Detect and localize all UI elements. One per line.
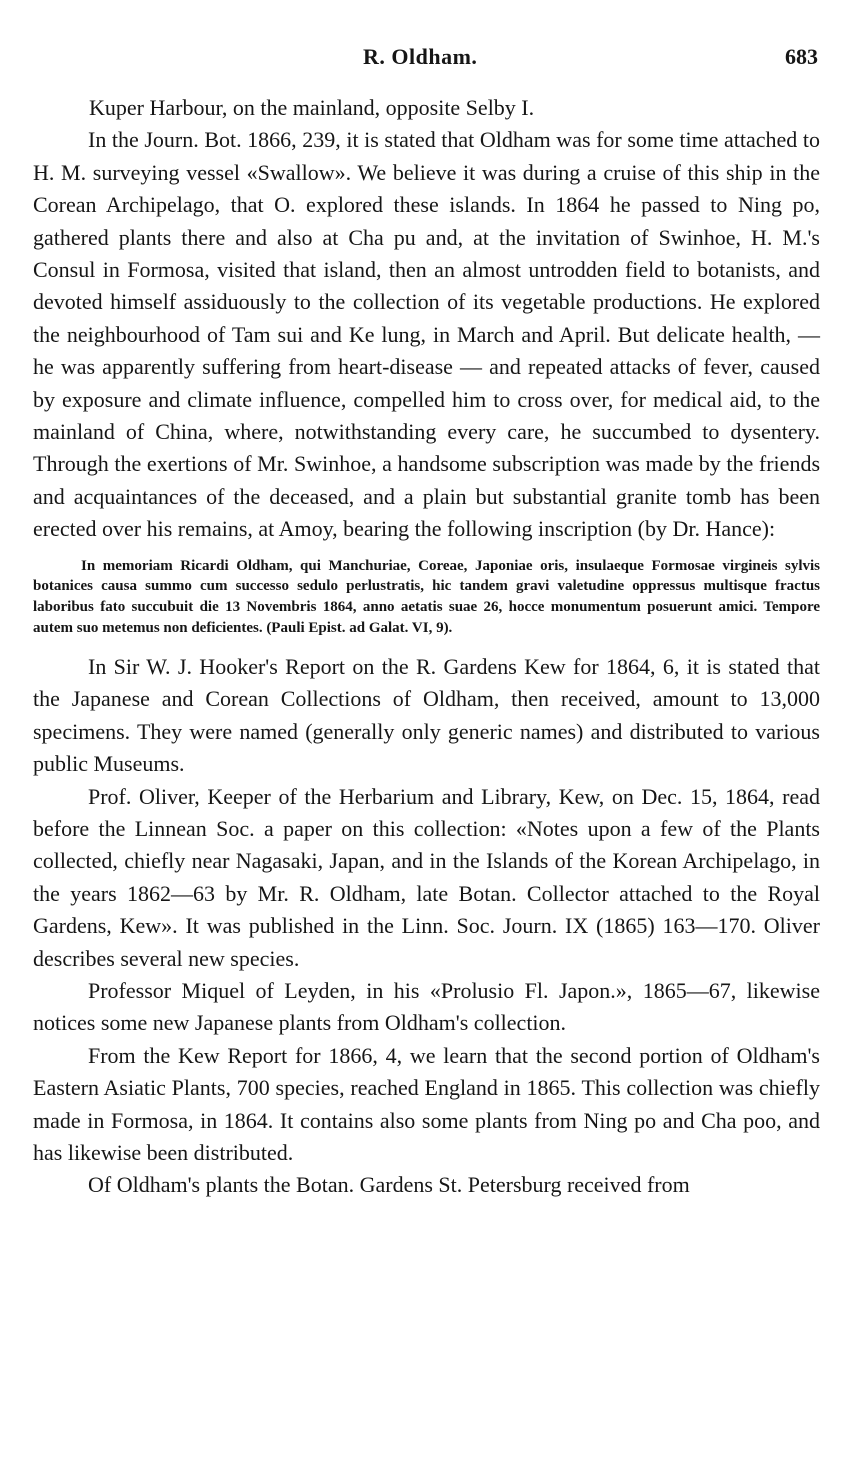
paragraph-continuation: Kuper Harbour, on the mainland, opposite Selby I. xyxy=(89,95,535,120)
paragraph-st-petersburg: Of Oldham's plants the Botan. Gardens St. Petersburg received from xyxy=(88,1172,690,1198)
running-head: R. Oldham. xyxy=(363,44,478,69)
page-header xyxy=(33,44,820,74)
paragraph-kew-report: From the Kew Report for 1866, 4, we learn that the second portion of Oldham's Eastern Asiatic Plants, 700 species, reached England in 1865. This collection was chiefly made in Formosa, in 1864. It contains also some plants from Ning po and Cha poo, and has likewise been distributed. xyxy=(33,1042,820,1165)
paragraph-oliver: Prof. Oliver, Keeper of the Herbarium and Library, Kew, on Dec. 15, 1864, read before the Linnean Soc. a paper on this collection: «Notes upon a few of the Plants collected, chiefly near Nagasaki, Japan, and in the Islands of the Korean Archipelago, in the years 1862—63 by Mr. R. Oldham, late Botan. Collector attached to the Royal Gardens, Kew». It was published in the Linn. Soc. Journ. IX (1865) 163—170. Oliver describes several new species. xyxy=(33,783,820,971)
paragraph-journ-bot: In the Journ. Bot. 1866, 239, it is stated that Oldham was for some time attached to H. M. surveying vessel «Swallow». We believe it was during a cruise of this ship in the Corean Archipelago, that O. explored these islands. In 1864 he passed to Ning po, gathered plants there and also at Cha pu and, at the invitation of Swinhoe, H. M.'s Consul in Formosa, visited that island, then an almost untrodden field to botanists, and devoted himself assiduously to the collection of its vegetable productions. He explored the neighbourhood of Tam sui and Ke lung, in March and April. But delicate health, — he was apparently suffering from heart-disease — and repeated attacks of fever, caused by exposure and climate influence, compelled him to cross over, for medical aid, to the mainland of China, where, notwithstanding every care, he succumbed to dysentery. Through the exertions of Mr. Swinhoe, a handsome subscription was made by the friends and acquaintances of the deceased, and a plain but substantial granite tomb has been erected over his remains, at Amoy, bearing the following inscription (by Dr. Hance): xyxy=(33,127,820,542)
page-number: 683 xyxy=(785,44,818,69)
paragraph-miquel: Professor Miquel of Leyden, in his «Prolusio Fl. Japon.», 1865—67, likewise notices some new Japanese plants from Oldham's collection. xyxy=(33,977,820,1036)
paragraph-hooker-report: In Sir W. J. Hooker's Report on the R. Gardens Kew for 1864, 6, it is stated that the Japanese and Corean Collections of Oldham, then received, amount to 13,000 specimens. They were named (generally only generic names) and distributed to various public Museums. xyxy=(33,653,820,777)
latin-inscription: In memoriam Ricardi Oldham, qui Manchuriae, Coreae, Japoniae oris, insulaeque Formosae virgineis sylvis botanices causa summo cum successo sedulo perlustratis, hic tandem gravi valetudine oppressus multisque fractus laboribus fato succubuit die 13 Novembris 1864, anno aetatis suae 26, hocce monumentum posuerunt amici. Tempore autem suo metemus non deficientes. (Pauli Epist. ad Galat. VI, 9). xyxy=(33,557,820,637)
body-text xyxy=(33,92,820,1202)
